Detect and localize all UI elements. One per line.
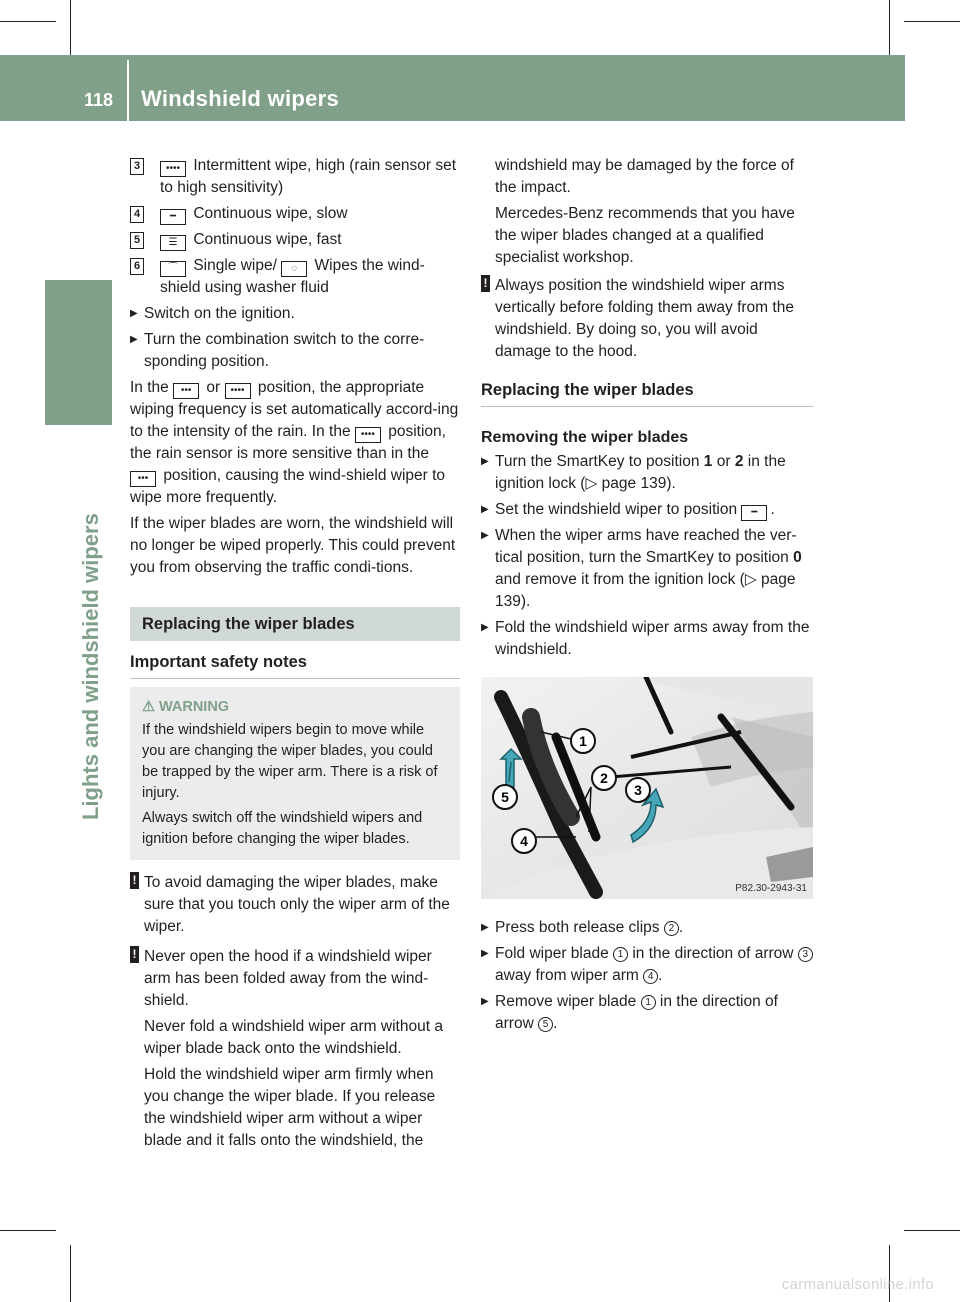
callout-label: 1 <box>579 733 587 749</box>
callout-label: 4 <box>520 833 528 849</box>
section-heading: Replacing the wiper blades <box>481 379 813 407</box>
text: . <box>658 967 663 984</box>
text: Set the windshield wiper to position <box>495 501 738 518</box>
side-section-label: Lights and windshield wipers <box>78 513 103 820</box>
note-text: Never fold a windshield wiper arm without a wiper blade back onto the windshield. <box>144 1018 443 1057</box>
list-item <box>130 229 460 251</box>
callout-ref: 1 <box>641 995 656 1010</box>
text: in the direction of arrow <box>632 945 794 962</box>
callout-ref: 1 <box>613 947 628 962</box>
figure-code: P82.30-2943-31 <box>735 883 807 894</box>
text: or <box>716 453 731 470</box>
text: or <box>206 379 221 396</box>
instruction-bullet <box>481 499 813 521</box>
crop-mark <box>70 0 71 56</box>
wiper-blade-figure <box>481 677 813 899</box>
text: . <box>770 501 775 518</box>
instruction-bullet <box>481 525 813 613</box>
crop-mark <box>889 1245 890 1302</box>
intermittent-low-icon: ••• <box>130 471 156 487</box>
paragraph <box>130 377 460 509</box>
washer-fluid-icon: ◌ <box>281 261 307 277</box>
note-text: Hold the windshield wiper arm firmly when you change the wiper blade. If you release the windshield wiper arm without a wiper blade and it falls onto the windshield, the <box>144 1066 436 1149</box>
item-key: 6 <box>130 258 144 275</box>
note-text: Always position the windshield wiper arms vertically before folding them away from the windshield. By doing so, you will avoid damage to the hood. <box>495 277 794 360</box>
warning-triangle-icon: ⚠ <box>142 699 155 715</box>
item-key: 3 <box>130 158 144 175</box>
watermark: carmanualsonline.info <box>781 1276 934 1293</box>
text: Press both release clips <box>495 919 660 936</box>
header-divider <box>127 60 129 121</box>
item-text: Single wipe/ <box>193 257 277 274</box>
text: and remove it from the ignition lock (▷ page 139). <box>495 571 796 610</box>
text: In the <box>130 379 169 396</box>
note-text: Never open the hood if a windshield wiper arm has been folded away from the wind-shield. <box>144 948 432 1009</box>
callout-4 <box>512 829 536 853</box>
note <box>130 946 460 1152</box>
callout-ref: 5 <box>538 1017 553 1032</box>
instruction-bullet: ▶ Switch on the ignition. <box>130 303 460 325</box>
instruction-bullet <box>481 917 813 939</box>
intermittent-high-icon: •••• <box>160 161 186 177</box>
sub-heading: Important safety notes <box>130 651 460 679</box>
instruction-bullet <box>481 451 813 495</box>
instruction-bullet <box>481 991 813 1035</box>
item-text: Intermittent wipe, high (rain sensor set to high sensitivity) <box>160 157 457 196</box>
side-tab <box>45 280 112 425</box>
intermittent-high-icon: •••• <box>355 427 381 443</box>
text: . <box>678 919 684 936</box>
key-position: 1 <box>703 453 713 470</box>
text: in the direction of arrow <box>495 993 778 1032</box>
header-band <box>0 55 905 121</box>
warning-title-text: WARNING <box>159 699 230 715</box>
continued-text <box>481 155 813 269</box>
warning-title <box>142 697 448 718</box>
item-key: 5 <box>130 232 144 249</box>
text: Remove wiper blade <box>495 993 637 1010</box>
intermittent-low-icon: ••• <box>173 383 199 399</box>
callout-label: 3 <box>634 782 642 798</box>
text: Turn the SmartKey to position <box>495 453 700 470</box>
list-item <box>130 203 460 225</box>
continuous-slow-icon: ━ <box>741 505 767 521</box>
item-key: 4 <box>130 206 144 223</box>
list-item <box>130 155 460 199</box>
right-column <box>481 155 813 1039</box>
page-title: Windshield wipers <box>141 86 340 111</box>
text: position, the appropriate wiping frequency is set automatically accord-ing to the intensity of the rain. In the <box>130 379 459 440</box>
crop-mark <box>0 21 56 22</box>
callout-label: 5 <box>501 789 509 805</box>
text: away from wiper arm <box>495 967 639 984</box>
instruction-bullet: ▶ Turn the combination switch to the corre-sponding position. <box>130 329 460 373</box>
crop-mark <box>889 0 890 56</box>
exclamation-icon: ! <box>130 946 139 963</box>
item-text: Wipes the wind-shield using washer fluid <box>160 257 425 296</box>
warning-text: Always switch off the windshield wipers and ignition before changing the wiper blades. <box>142 810 423 847</box>
callout-3 <box>626 778 650 802</box>
exclamation-icon: ! <box>130 872 139 889</box>
warning-text: If the windshield wipers begin to move while you are changing the wiper blades, you could be trapped by the wiper arm. There is a risk of injury. <box>142 722 438 801</box>
callout-1 <box>571 729 595 753</box>
crop-mark <box>0 1230 56 1231</box>
text: in the ignition lock (▷ page 139). <box>495 453 786 492</box>
continuous-fast-icon: ☰ <box>160 235 186 251</box>
callout-ref: 2 <box>664 921 679 936</box>
key-position: 2 <box>734 453 744 470</box>
item-text: Continuous wipe, slow <box>193 205 348 222</box>
item-text: Continuous wipe, fast <box>193 231 342 248</box>
warning-box <box>130 687 460 860</box>
key-position: 0 <box>793 549 802 566</box>
sub-heading: Removing the wiper blades <box>481 429 689 446</box>
note <box>130 872 460 938</box>
exclamation-icon: ! <box>481 275 490 292</box>
continuous-slow-icon: ━ <box>160 209 186 225</box>
text: position, the rain sensor is more sensitive than in the <box>130 423 446 462</box>
instruction-bullet: ▶ Fold the windshield wiper arms away from the windshield. <box>481 617 813 661</box>
paragraph: windshield may be damaged by the force of the impact. <box>495 157 794 196</box>
callout-2 <box>592 766 616 790</box>
text: position, causing the wind-shield wiper to wipe more frequently. <box>130 467 446 506</box>
callout-label: 2 <box>600 770 608 786</box>
crop-mark <box>904 21 960 22</box>
text: Fold wiper blade <box>495 945 609 962</box>
callout-5 <box>493 785 517 809</box>
intermittent-high-icon: •••• <box>225 383 251 399</box>
text: When the wiper arms have reached the ver-tical position, turn the SmartKey to position <box>495 527 797 566</box>
left-column <box>130 155 460 1156</box>
paragraph: If the wiper blades are worn, the windshield will no longer be wiped properly. This could prevent you from observing the traffic condi-tions. <box>130 515 456 576</box>
single-wipe-icon: ⌒ <box>160 261 186 277</box>
list-item <box>130 255 460 299</box>
note <box>481 275 813 363</box>
page-number: 118 <box>84 90 114 110</box>
text: . <box>553 1015 558 1032</box>
crop-mark <box>70 1245 71 1302</box>
callout-ref: 3 <box>798 947 813 962</box>
callout-ref: 4 <box>643 969 658 984</box>
section-heading: Replacing the wiper blades <box>130 607 460 641</box>
note-text: To avoid damaging the wiper blades, make sure that you touch only the wiper arm of the wiper. <box>144 874 450 935</box>
paragraph: Mercedes-Benz recommends that you have the wiper blades changed at a qualified specialist workshop. <box>495 205 795 266</box>
instruction-bullet <box>481 943 813 987</box>
crop-mark <box>904 1230 960 1231</box>
wiper-illustration <box>481 677 813 899</box>
